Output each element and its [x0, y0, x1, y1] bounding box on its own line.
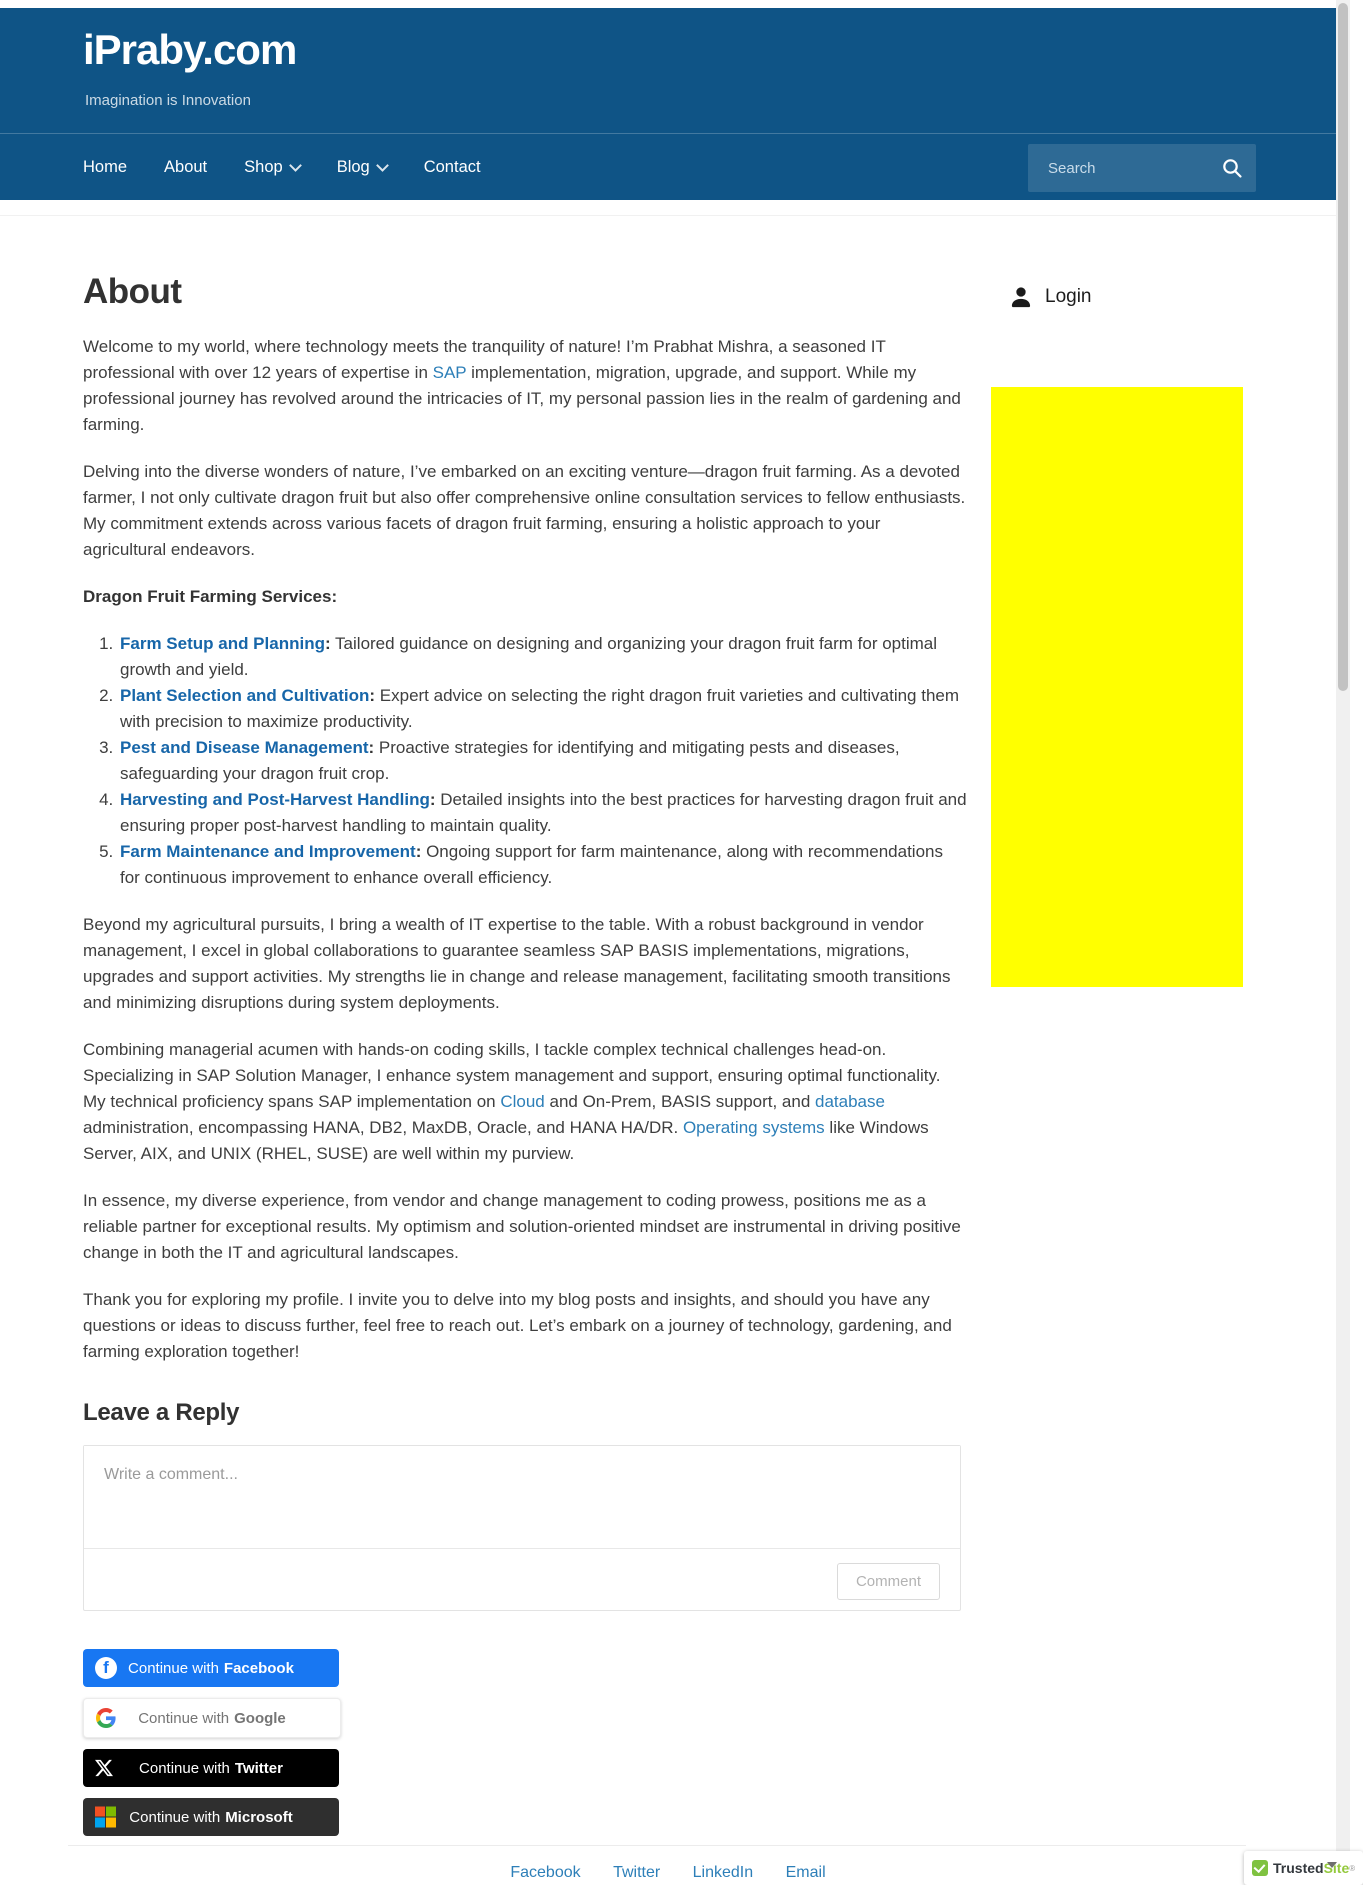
- button-brand: Twitter: [234, 1759, 283, 1777]
- nav-item-shop[interactable]: [244, 158, 300, 177]
- service-desc: Expert advice on selecting the right dragon fruit varieties and cultivating them with precision to maximize productivity.: [120, 686, 960, 731]
- top-strip: [0, 0, 1336, 8]
- services-list: [83, 631, 967, 891]
- service-item-harvesting: [118, 787, 967, 839]
- facebook-icon: f: [95, 1657, 117, 1679]
- database-link[interactable]: database: [815, 1092, 885, 1111]
- search-box: [1028, 144, 1256, 192]
- search-icon: [1220, 156, 1244, 180]
- paragraph-text: like Windows Server, AIX, and UNIX (RHEL, SUSE) are well within my purview.: [83, 1118, 929, 1163]
- button-label: Continue with: [139, 1759, 230, 1777]
- paragraph-text: and On-Prem, BASIS support, and: [544, 1092, 816, 1111]
- thank-you-paragraph: Thank you for exploring my profile. I invite you to delve into my blog posts and insights, and should you have any questions or ideas to discuss further, feel free to reach out. Let’s embark on a journey of technology, gardening, and farming exploration together!: [83, 1290, 952, 1361]
- nav-item-label: About: [164, 157, 208, 176]
- essence-paragraph: In essence, my diverse experience, from vendor and change management to coding prowess, positions me as a reliable partner for exceptional results. My optimism and solution-oriented mindset are instrumental in driving positive change in both the IT and agricultural landscapes.: [83, 1191, 961, 1262]
- service-link[interactable]: Plant Selection and Cultivation: [120, 686, 370, 705]
- trusted-chevron-down-icon[interactable]: [1327, 1862, 1337, 1868]
- nav-item-blog[interactable]: [337, 158, 387, 177]
- button-label: Continue with: [138, 1709, 230, 1727]
- login-label: Login: [1045, 286, 1092, 307]
- microsoft-icon: [95, 1807, 116, 1828]
- services-heading: Dragon Fruit Farming Services:: [83, 587, 338, 606]
- x-twitter-icon: [95, 1759, 113, 1777]
- trusted-check-icon: [1252, 1860, 1268, 1876]
- service-link[interactable]: Farm Maintenance and Improvement: [120, 842, 416, 861]
- button-brand: Google: [234, 1709, 286, 1727]
- footer-link-facebook[interactable]: Facebook: [510, 1864, 581, 1881]
- nav-item-contact[interactable]: [424, 158, 481, 177]
- service-separator: :: [429, 790, 436, 809]
- continue-with-twitter-button[interactable]: [83, 1749, 339, 1787]
- service-desc: Tailored guidance on designing and organizing your dragon fruit farm for optimal growth and yield.: [120, 634, 938, 679]
- service-item-farm-setup: [118, 631, 967, 683]
- paragraph-text: administration, encompassing HANA, DB2, MaxDB, Oracle, and HANA HA/DR.: [83, 1118, 683, 1137]
- main-content: [83, 200, 967, 1847]
- scrollbar-track[interactable]: [1336, 0, 1350, 1878]
- scrollbar-thumb[interactable]: [1338, 3, 1348, 691]
- nav-item-label: Contact: [423, 157, 481, 176]
- button-brand: Microsoft: [225, 1808, 293, 1826]
- main-nav: [0, 133, 1336, 200]
- site-title[interactable]: iPraby.com: [83, 26, 297, 73]
- operating-systems-link[interactable]: Operating systems: [682, 1118, 825, 1137]
- nav-item-label: Home: [83, 157, 128, 176]
- page-title: About: [83, 272, 182, 311]
- footer-link-twitter[interactable]: Twitter: [613, 1864, 661, 1881]
- nav-item-about[interactable]: [164, 158, 207, 177]
- service-separator: :: [368, 738, 375, 757]
- service-item-maintenance: [118, 839, 967, 891]
- button-brand: Facebook: [223, 1659, 294, 1677]
- button-label: Continue with: [128, 1659, 219, 1677]
- trusted-label: Trusted: [1273, 1860, 1324, 1876]
- search-button[interactable]: [1220, 156, 1244, 180]
- service-item-plant-selection: [118, 683, 967, 735]
- service-desc: Ongoing support for farm maintenance, along with recommendations for continuous improvement to enhance overall efficiency.: [120, 842, 943, 887]
- trusted-label-green: Site: [1323, 1860, 1350, 1876]
- nav-item-label: Shop: [244, 157, 283, 176]
- comment-input[interactable]: [84, 1446, 960, 1548]
- registered-mark: ®: [1349, 1863, 1356, 1873]
- comment-submit-button[interactable]: Comment: [837, 1563, 940, 1600]
- nav-item-label: Blog: [336, 157, 370, 176]
- technical-paragraph: [83, 1037, 967, 1167]
- comment-footer: [84, 1548, 960, 1610]
- social-login-buttons: [83, 1649, 967, 1836]
- chevron-down-icon: [376, 159, 389, 172]
- site-tagline: Imagination is Innovation: [85, 92, 251, 109]
- leave-a-reply-heading: Leave a Reply: [83, 1399, 240, 1426]
- service-desc: Detailed insights into the best practices for harvesting dragon fruit and ensuring proper post-harvest handling to maintain quality.: [120, 790, 967, 835]
- service-desc: Proactive strategies for identifying and mitigating pests and diseases, safeguarding your dragon fruit crop.: [120, 738, 900, 783]
- comment-widget: [83, 1445, 961, 1611]
- service-separator: :: [415, 842, 422, 861]
- paragraph-text: implementation, migration, upgrade, and support. While my professional journey has revolved around the intricacies of IT, my personal passion lies in the realm of gardening and farming.: [83, 363, 961, 434]
- service-separator: :: [324, 634, 331, 653]
- continue-with-facebook-button[interactable]: [83, 1649, 339, 1687]
- intro-paragraph: [83, 334, 967, 438]
- service-item-pest-management: [118, 735, 967, 787]
- paragraph-text: Combining managerial acumen with hands-on coding skills, I tackle complex technical challenges head-on. Specializing in SAP Solution Manager, I enhance system management and support, ensuring optimal functionality. My technical proficiency spans SAP implementation on: [83, 1040, 941, 1111]
- trustedsite-badge[interactable]: [1244, 1851, 1363, 1885]
- site-header: [0, 8, 1336, 133]
- dragon-fruit-paragraph: Delving into the diverse wonders of nature, I’ve embarked on an exciting venture—dragon fruit farming. As a devoted farmer, I not only cultivate dragon fruit but also offer comprehensive online consultation services to fellow enthusiasts. My commitment extends across various facets of dragon fruit farming, ensuring a holistic approach to your agricultural endeavors.: [83, 462, 966, 559]
- paragraph-text: Welcome to my world, where technology meets the tranquility of nature! I’m Prabhat Mishra, a seasoned IT professional with over 12 years of expertise in: [83, 337, 886, 382]
- ad-placeholder[interactable]: [991, 387, 1243, 987]
- footer-link-linkedin[interactable]: LinkedIn: [692, 1864, 754, 1881]
- it-expertise-paragraph: Beyond my agricultural pursuits, I bring a wealth of IT expertise to the table. With a robust background in vendor management, I excel in global collaborations to guarantee seamless SAP BASIS implementations, migrations, upgrades and support activities. My strengths lie in change and release management, facilitating smooth transitions and minimizing disruptions during system deployments.: [83, 915, 951, 1012]
- service-link[interactable]: Farm Setup and Planning: [120, 634, 325, 653]
- nav-list: [83, 134, 481, 200]
- continue-with-google-button[interactable]: [83, 1698, 341, 1738]
- footer-divider: [68, 1845, 1246, 1846]
- cloud-link[interactable]: Cloud: [500, 1092, 545, 1111]
- service-link[interactable]: Pest and Disease Management: [120, 738, 369, 757]
- footer-links: [0, 1864, 1336, 1882]
- login-link[interactable]: [1008, 284, 1092, 310]
- search-input[interactable]: [1028, 144, 1228, 192]
- continue-with-microsoft-button[interactable]: [83, 1798, 339, 1836]
- chevron-down-icon: [289, 159, 302, 172]
- button-label: Continue with: [129, 1808, 221, 1826]
- footer-link-email[interactable]: Email: [785, 1864, 826, 1881]
- user-icon: [1008, 284, 1034, 310]
- google-icon: [96, 1708, 116, 1728]
- sap-link[interactable]: SAP: [432, 363, 467, 382]
- service-link[interactable]: Harvesting and Post-Harvest Handling: [120, 790, 430, 809]
- nav-item-home[interactable]: [83, 158, 127, 177]
- service-separator: :: [369, 686, 376, 705]
